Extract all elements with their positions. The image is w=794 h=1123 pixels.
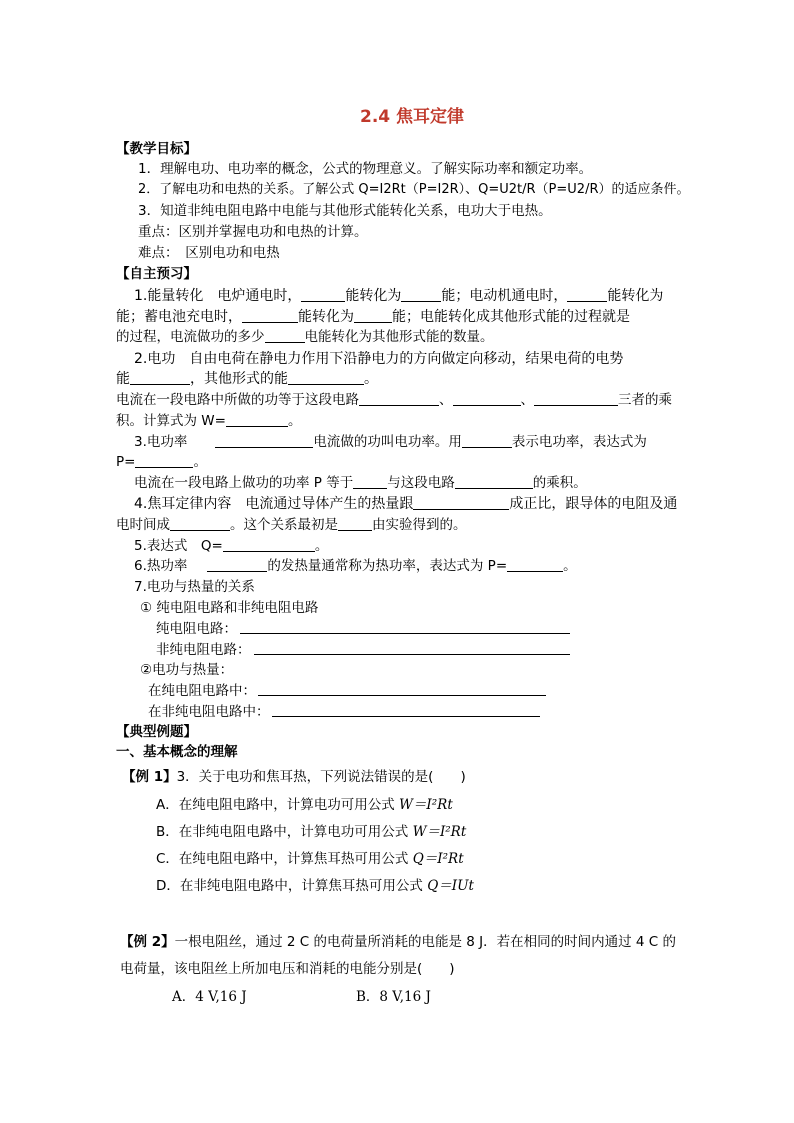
q2-text: 2.电功 自由电荷在静电力作用下沿静电力的方向做定向移动，结果电荷的电势 [134, 351, 624, 367]
q4-text: 由实验得到的。 [372, 517, 467, 533]
q2-text: 积。计算式为 W= [116, 413, 226, 429]
q3-text: 的乘积。 [532, 475, 587, 491]
answer-line[interactable] [254, 654, 570, 655]
preview-header: 【自主预习】 [116, 266, 197, 282]
goal-item-3: 3．知道非纯电阻电路中电能与其他形式能转化关系，电功大于电热。 [138, 203, 552, 219]
example-2-option-b[interactable]: B．8 V,16 J [356, 989, 431, 1005]
q6-line [134, 557, 577, 575]
q2-text: ，其他形式的能 [190, 371, 288, 387]
option-text: D．在非纯电阻电路中，计算焦耳热可用公式 [156, 878, 428, 894]
q2-text: 电流在一段电路中所做的功等于这段电路 [116, 392, 359, 408]
q3-text: 表示电功率，表达式为 [511, 434, 647, 450]
q4-text: 4.焦耳定律内容 电流通过导体产生的热量跟 [134, 496, 414, 512]
answer-line[interactable] [240, 633, 570, 634]
q1-text: 能；电能转化成其他形式能的过程就是 [392, 309, 630, 325]
q3-line-2 [116, 453, 207, 471]
blank[interactable] [401, 288, 441, 302]
examples-header: 【典型例题】 [116, 724, 197, 740]
q3-text: 电流做的功叫电功率。用 [313, 434, 462, 450]
q4-text: 成正比，跟导体的电阻及通 [509, 496, 678, 512]
option-text: A．在纯电阻电路中，计算电功可用公式 [156, 797, 400, 813]
blank[interactable] [226, 413, 288, 427]
blank[interactable] [507, 558, 563, 572]
q5-line [134, 537, 328, 555]
example-1-option-a[interactable] [156, 796, 453, 814]
q3-text: P= [116, 454, 136, 470]
q2-text: 。 [287, 413, 302, 429]
q2-text: 、 [520, 392, 534, 408]
q2-line-1 [134, 350, 623, 368]
example-1-option-c[interactable] [156, 850, 464, 868]
blank[interactable] [413, 496, 509, 510]
blank[interactable] [338, 517, 372, 531]
blank[interactable] [223, 538, 315, 552]
q1-text: 能；蓄电池充电时， [116, 309, 242, 325]
example-2-stem-2: 电荷量，该电阻丝上所加电压和消耗的电能分别是( ) [120, 961, 455, 977]
blank[interactable] [354, 309, 392, 323]
q1-text: 能转化为 [298, 309, 354, 325]
example-1-label: 【例 1】 [122, 769, 177, 785]
answer-line[interactable] [272, 716, 540, 717]
q3-text: 3.电功率 [134, 434, 188, 450]
q1-text: 的过程，电流做功的多少 [116, 329, 265, 345]
q7-title: 7.电功与热量的关系 [134, 579, 255, 595]
q4-line-1 [134, 495, 677, 513]
q7-sub-1: ① 纯电阻电路和非纯电阻电路 [140, 600, 319, 616]
q1-text: 能；电动机通电时， [441, 288, 568, 304]
option-text: C．在纯电阻电路中，计算焦耳热可用公式 [156, 851, 413, 867]
blank[interactable] [130, 371, 190, 385]
goal-item-2: 2．了解电功和电热的关系。了解公式 Q=I2Rt（P=I2R）、Q=U2t/R（P=U2/R）的适应条件。 [138, 182, 690, 197]
blank[interactable] [170, 517, 230, 531]
q2-text: 、 [439, 392, 453, 408]
example-1-option-b[interactable] [156, 823, 466, 841]
q2-line-2 [116, 370, 378, 388]
q5-text: 5.表达式 Q= [134, 538, 223, 554]
q1-line-3 [116, 328, 494, 346]
q1-line-2 [116, 308, 630, 326]
blank[interactable] [207, 558, 267, 572]
goals-header: 【教学目标】 [116, 141, 197, 157]
q4-text: 电时间成 [116, 517, 170, 533]
example-1-stem [122, 768, 466, 786]
blank[interactable] [353, 475, 387, 489]
q3-line-3 [134, 474, 587, 492]
q2-line-3 [116, 391, 672, 409]
q5-text: 。 [314, 538, 329, 554]
q3-text: 电流在一段电路上做功的功率 P 等于 [134, 475, 354, 491]
option-formula: Q＝I²Rt [412, 851, 464, 867]
q4-text: 。这个关系最初是 [230, 517, 338, 533]
q1-text: 能转化为 [607, 288, 664, 304]
q4-line-2 [116, 516, 467, 534]
example-2-label: 【例 2】 [120, 934, 175, 950]
q2-text: 三者的乘 [618, 392, 672, 408]
q7-nonpure-work-label: 在非纯电阻电路中： [148, 704, 270, 720]
q6-text: 。 [563, 558, 577, 574]
blank[interactable] [242, 309, 298, 323]
q2-line-4 [116, 412, 301, 430]
example-2-option-a[interactable]: A．4 V,16 J [172, 989, 247, 1005]
blank[interactable] [359, 392, 439, 406]
blank[interactable] [462, 434, 512, 448]
section-heading: 一、基本概念的理解 [116, 744, 238, 760]
option-formula: W＝I²Rt [412, 824, 467, 840]
q7-nonpure-label: 非纯电阻电路： [156, 642, 251, 658]
goal-key: 重点：区别并掌握电功和电热的计算。 [138, 224, 368, 240]
q1-text: 1.能量转化 电炉通电时， [134, 288, 302, 304]
example-2-stem-1 [120, 933, 676, 951]
page-title: 2.4 焦耳定律 [360, 107, 465, 127]
option-text: B．在非纯电阻电路中，计算电功可用公式 [156, 824, 413, 840]
q7-sub-2: ②电功与热量： [140, 662, 234, 678]
q1-text: 电能转化为其他形式能的数量。 [304, 329, 494, 345]
option-formula: W＝I²Rt [399, 797, 453, 813]
blank[interactable] [567, 288, 607, 302]
goal-difficulty: 难点： 区别电功和电热 [138, 245, 280, 261]
goal-item-1: 1．理解电功、电功率的概念，公式的物理意义。了解实际功率和额定功率。 [138, 161, 593, 177]
blank[interactable] [215, 434, 313, 448]
q1-text: 能转化为 [345, 288, 402, 304]
example-2-question: 一根电阻丝，通过 2 C 的电荷量所消耗的电能是 8 J．若在相同的时间内通过 4 C 的 [174, 934, 677, 950]
blank[interactable] [288, 371, 364, 385]
blank[interactable] [265, 329, 305, 343]
answer-line[interactable] [258, 695, 546, 696]
blank[interactable] [534, 392, 618, 406]
q6-text: 6.热功率 [134, 558, 188, 574]
blank[interactable] [301, 288, 345, 302]
q2-text: 。 [364, 371, 378, 387]
q3-line-1 [134, 433, 647, 451]
q1-line-1 [134, 287, 663, 305]
q3-text: 。 [193, 454, 207, 470]
blank[interactable] [135, 454, 193, 468]
blank[interactable] [453, 392, 521, 406]
option-formula: Q＝IUt [427, 878, 474, 894]
q7-pure-label: 纯电阻电路： [156, 621, 237, 637]
blank[interactable] [455, 475, 533, 489]
q6-text: 的发热量通常称为热功率，表达式为 P= [267, 558, 508, 574]
q3-text: 与这段电路 [387, 475, 455, 491]
example-1-option-d[interactable] [156, 877, 474, 895]
q2-text: 能 [116, 371, 130, 387]
q7-pure-work-label: 在纯电阻电路中： [148, 683, 256, 699]
example-1-question: 3．关于电功和焦耳热，下列说法错误的是( ) [176, 769, 466, 785]
